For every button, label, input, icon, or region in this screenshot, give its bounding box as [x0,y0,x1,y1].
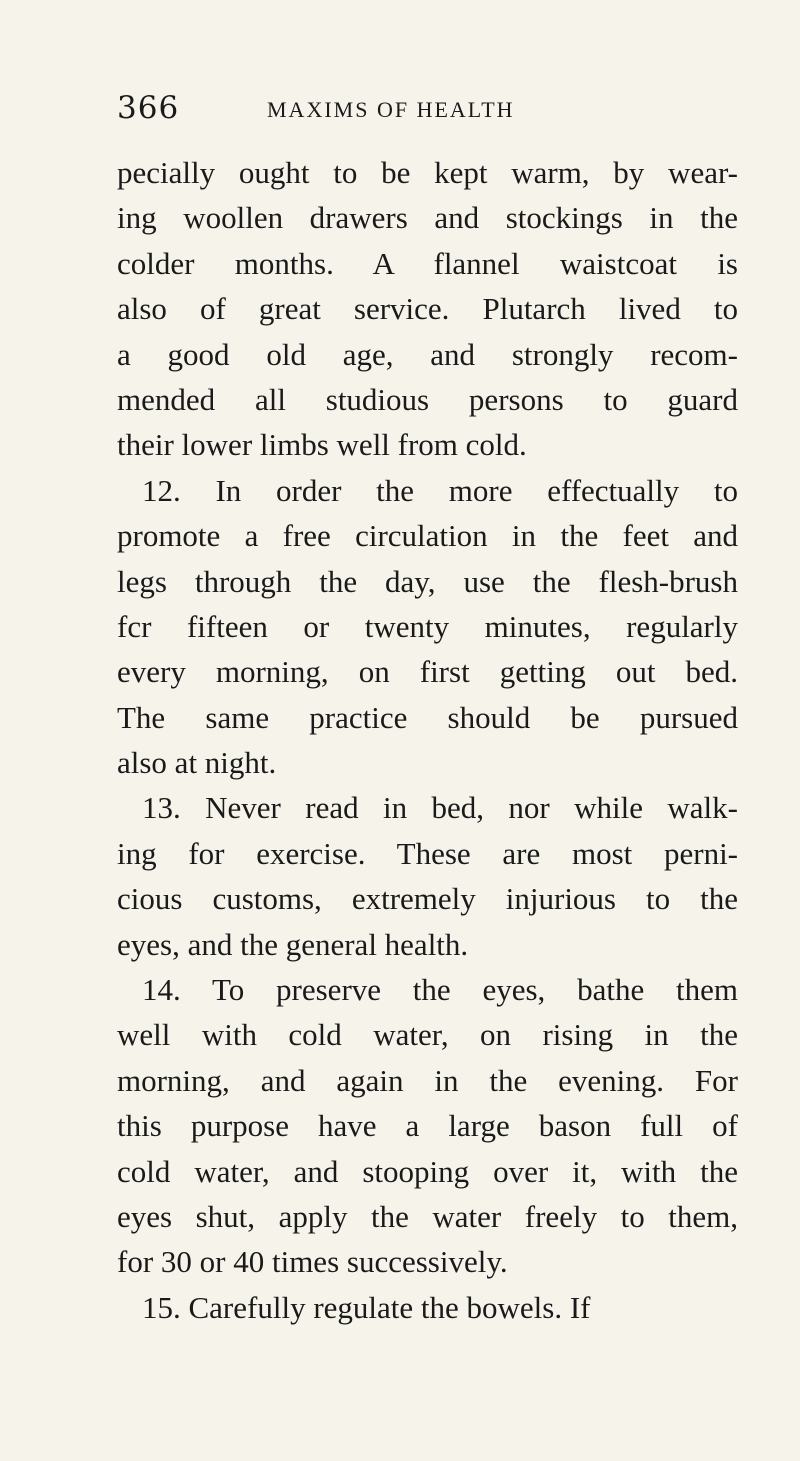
text-line: also of great service. Plutarch lived to [117,291,738,327]
text-line: cold water, and stooping over it, with the [117,1153,738,1189]
body-text [117,150,738,1330]
text-line: their lower limbs well from cold. [117,427,527,463]
paragraph-15-line: 15. Carefully regulate the bowels. If [142,1289,591,1325]
text-line: eyes shut, apply the water freely to them, [117,1198,738,1234]
text-line: morning, and again in the evening. For [117,1062,738,1098]
text-line: The same practice should be pursued [117,699,738,735]
text-line: promote a free circulation in the feet and [117,518,738,554]
text-line: cious customs, extremely injurious to the [117,881,738,917]
text-line: mended all studious persons to guard [117,381,738,417]
paragraph-12-line: 12. In order the more effectually to [142,472,738,508]
text-line: ing for exercise. These are most perni- [117,835,738,871]
running-head [117,88,727,128]
text-line: also at night. [117,745,277,781]
paragraph-13-line: 13. Never read in bed, nor while walk- [142,790,738,826]
text-line: ing woollen drawers and stockings in the [117,200,738,236]
paragraph-14-line: 14. To preserve the eyes, bathe them [142,972,738,1008]
text-line: legs through the day, use the flesh-brush [117,563,738,599]
running-title: MAXIMS OF HEALTH [267,97,515,122]
text-line: eyes, and the general health. [117,926,469,962]
text-line: this purpose have a large bason full of [117,1108,738,1144]
text-line: well with cold water, on rising in the [117,1017,738,1053]
text-line: fcr fifteen or twenty minutes, regularly [117,608,738,644]
text-line: for 30 or 40 times successively. [117,1244,508,1280]
page-number: 366 [117,90,180,126]
text-line: a good old age, and strongly recom- [117,336,738,372]
text-line: colder months. A flannel waistcoat is [117,245,738,281]
text-line: pecially ought to be kept warm, by wear- [117,155,738,190]
text-line: every morning, on first getting out bed. [117,654,738,690]
